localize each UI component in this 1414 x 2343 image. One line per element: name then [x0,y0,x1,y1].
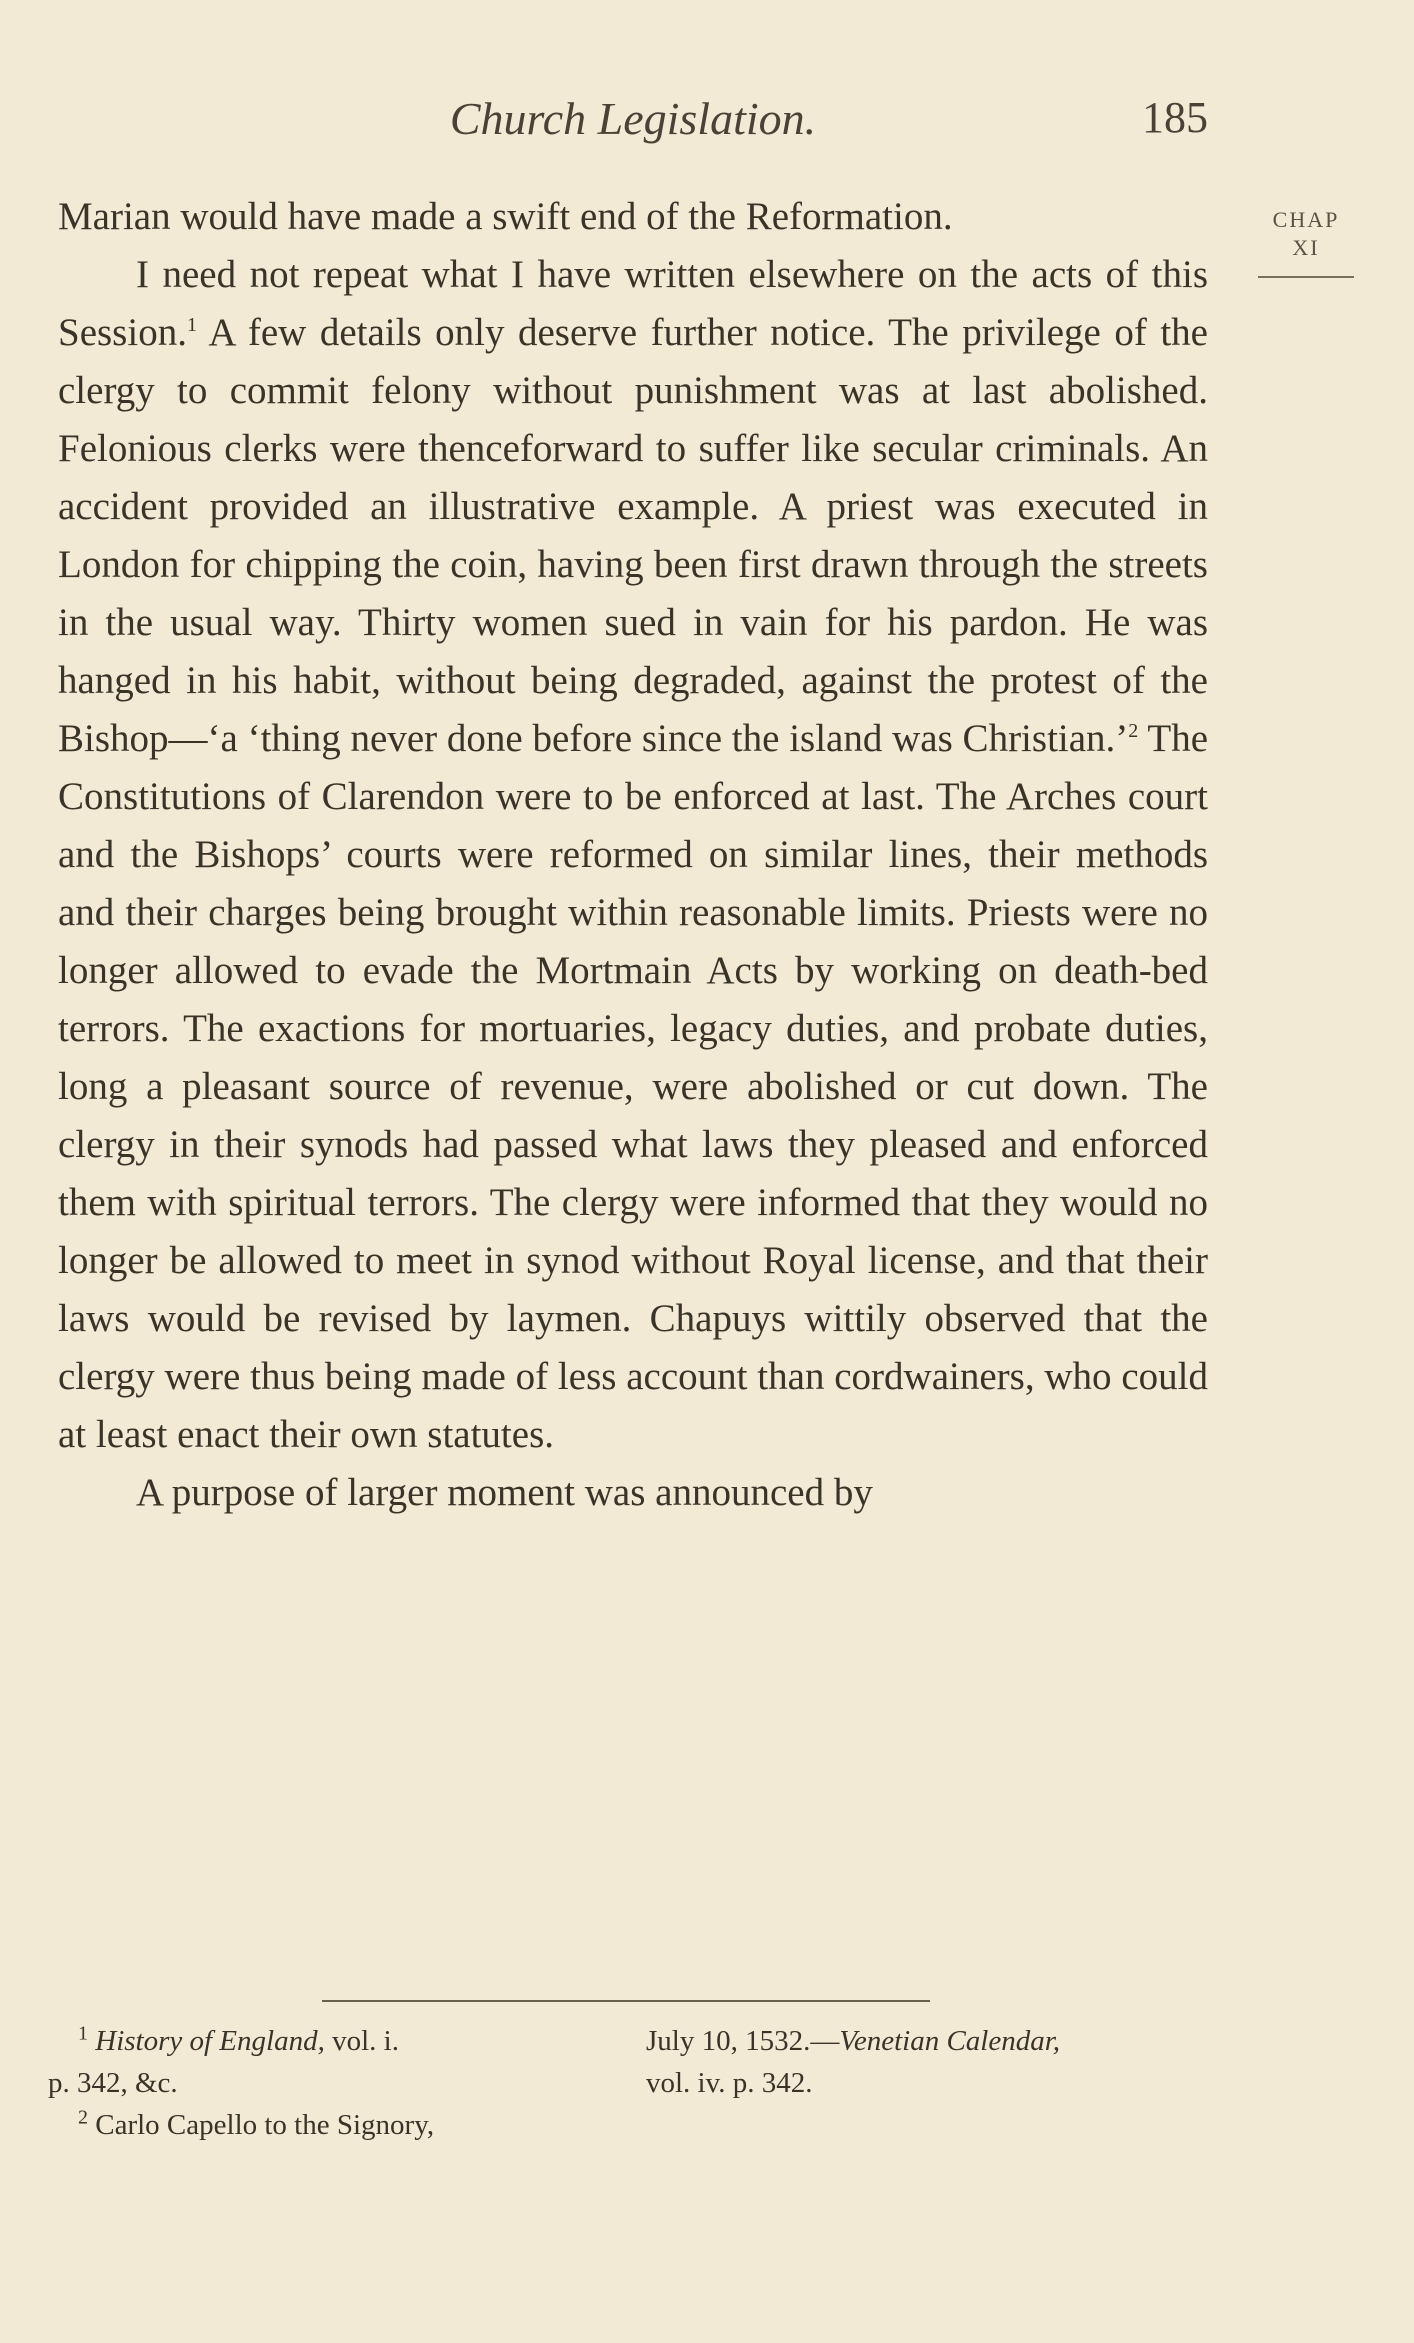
paragraph-2-part-c: The Constitutions of Clarendon were to be enforced at last. The Arches court and the Bishops’ courts were reformed on similar lines, their methods and their charges being brought within reasonable limits. Priests were no longer allowed to evade the Mortmain Acts by working on death-bed terrors. The exactions for mortuaries, legacy duties, and probate duties, long a pleasant source of revenue, were abolished or cut down. The clergy in their synods had passed what laws they pleased and enforced them with spiritual terrors. The clergy were informed that they would no longer be allowed to meet in synod without Royal license, and that their laws would be revised by laymen. Chapuys wittily observed that the clergy were thus being made of less account than cordwainers, who could at least enact their own statutes. [58,717,1209,1456]
footnote-1-line-1 [48,2020,608,2062]
paragraph-2-part-a: I need not repeat what I have written elsewhere on the acts of this Session. [58,253,1208,354]
page-number: 185 [1142,93,1208,142]
chapter-label: CHAP [1272,207,1340,232]
footnote-1-volume: vol. i. [324,2025,399,2057]
body-text [58,188,1208,1522]
paragraph-2-part-b: A few details only deserve further notice. The privilege of the clergy to commit felony without punishment was at last abolished. Felonious clerks were thenceforward to suffer like secular criminals. An accident provided an illustrative example. A priest was executed in London for chipping the coin, having been first drawn through the streets in the usual way. Thirty women sued in vain for his pardon. He was hanged in his habit, without being degraded, against the protest of the Bishop—‘a ‘thing never done before since the island was Christian.’ [58,311,1208,760]
footnote-2-line-1 [48,2104,608,2146]
footnote-2-number: 2 [78,2106,88,2129]
footnotes-left-column [48,2020,608,2146]
footnote-1-line-2: p. 342, &c. [48,2067,178,2099]
paragraph-1: Marian would have made a swift end of the Reformation. [58,195,953,238]
running-title: Church Legislation. [449,93,817,144]
footnote-1-title: History of England, [95,2025,325,2057]
paragraph-3: A purpose of larger moment was announced by [136,1471,873,1514]
paragraph-2 [58,246,1208,1464]
footnote-ref-2: 2 [1128,720,1139,742]
footnotes-right-column [646,2020,1216,2104]
running-head [58,92,1208,152]
footnote-2-date: July 10, 1532.— [646,2025,840,2057]
chapter-side-note [1258,206,1354,278]
footnote-2-continuation-line-2: vol. iv. p. 342. [646,2067,813,2099]
footnote-2-source-title: Venetian Calendar, [839,2025,1061,2057]
footnote-2-text: Carlo Capello to the Signory, [95,2109,435,2141]
footnote-rule [322,2000,930,2002]
footnote-2-continuation-line-1 [646,2020,1216,2062]
chapter-number: XI [1292,235,1320,260]
side-note-rule [1258,276,1354,278]
footnote-ref-1: 1 [186,314,197,336]
footnote-1-number: 1 [78,2022,88,2045]
